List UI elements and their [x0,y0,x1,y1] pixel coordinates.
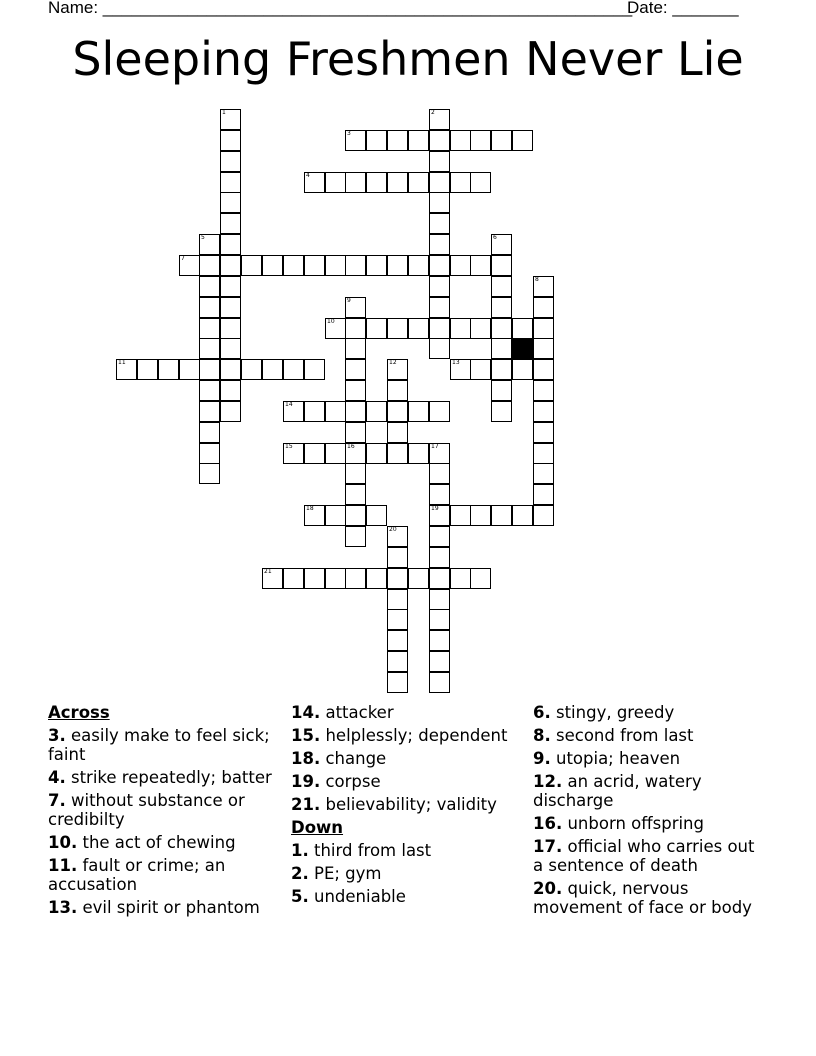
clue-item-text: the act of chewing [77,833,236,852]
grid-cell[interactable] [304,401,325,422]
grid-cell[interactable] [387,359,408,380]
grid-cell[interactable] [429,568,450,589]
clue-item [291,841,516,860]
clue-number: 9 [347,297,351,304]
date-field-label: Date: _______ [627,0,739,17]
grid-cell[interactable] [408,130,429,151]
grid-cell[interactable] [199,380,220,401]
grid-cell[interactable] [345,422,366,443]
clue-number: 2 [431,109,435,116]
grid-cell[interactable] [387,672,408,693]
clue-item-number: 20. [533,879,563,898]
grid-cell[interactable] [262,359,283,380]
clue-number: 14 [285,401,293,408]
grid-cell[interactable] [387,443,408,464]
clue-item [48,833,273,852]
grid-cell[interactable] [491,318,512,339]
grid-cell[interactable] [325,318,346,339]
grid-cell[interactable] [199,359,220,380]
grid-cell[interactable] [387,401,408,422]
grid-cell[interactable] [533,505,554,526]
clue-item-number: 17. [533,837,563,856]
grid-cell[interactable] [220,172,241,193]
clue-item [533,772,758,810]
clue-item [533,814,758,833]
grid-cell[interactable] [491,276,512,297]
grid-cell[interactable] [470,359,491,380]
grid-cell[interactable] [220,297,241,318]
grid-cell[interactable] [325,401,346,422]
clue-item-text: evil spirit or phantom [77,898,260,917]
grid-cell[interactable] [220,276,241,297]
clue-item-number: 3. [48,726,66,745]
grid-cell[interactable] [387,630,408,651]
clue-item-text: an acrid, watery discharge [533,772,702,810]
grid-cell[interactable] [470,255,491,276]
grid-cell[interactable] [199,401,220,422]
down-heading: Down [291,818,344,837]
grid-cell[interactable] [429,297,450,318]
grid-cell[interactable] [387,651,408,672]
grid-cell[interactable] [450,255,471,276]
grid-cell[interactable] [199,443,220,464]
grid-cell[interactable] [345,505,366,526]
grid-cell[interactable] [429,463,450,484]
grid-cell[interactable] [220,401,241,422]
grid-cell[interactable] [408,255,429,276]
grid-cell[interactable] [429,318,450,339]
clue-item-number: 13. [48,898,78,917]
grid-cell[interactable] [387,422,408,443]
grid-cell[interactable] [533,338,554,359]
grid-cell[interactable] [262,255,283,276]
grid-cell[interactable] [470,172,491,193]
grid-cell[interactable] [408,568,429,589]
grid-cell[interactable] [429,505,450,526]
grid-cell[interactable] [325,255,346,276]
grid-cell[interactable] [283,443,304,464]
grid-cell[interactable] [429,443,450,464]
grid-cell[interactable] [387,255,408,276]
grid-cell[interactable] [450,568,471,589]
grid-cell[interactable] [366,505,387,526]
clue-item-number: 19. [291,772,321,791]
clue-number: 16 [347,443,355,450]
across-heading: Across [48,703,110,722]
grid-cell[interactable] [283,568,304,589]
grid-cell[interactable] [345,318,366,339]
clue-number: 17 [431,443,439,450]
grid-cell[interactable] [366,568,387,589]
clue-number: 15 [285,443,293,450]
grid-cell[interactable] [220,234,241,255]
clue-column-1 [48,703,273,921]
grid-cell[interactable] [470,505,491,526]
grid-cell[interactable] [429,234,450,255]
clue-item-text: quick, nervous movement of face or body [533,879,752,917]
clue-item-number: 14. [291,703,321,722]
grid-cell[interactable] [199,297,220,318]
clue-item-number: 1. [291,841,309,860]
grid-cell[interactable] [220,255,241,276]
grid-cell[interactable] [512,505,533,526]
clue-item-number: 12. [533,772,563,791]
grid-cell[interactable] [220,213,241,234]
grid-cell[interactable] [512,359,533,380]
clue-item-text: helplessly; dependent [320,726,508,745]
clue-item-text: believability; validity [320,795,497,814]
grid-cell[interactable] [366,443,387,464]
grid-cell[interactable] [429,630,450,651]
grid-cell[interactable] [304,443,325,464]
clue-item-number: 9. [533,749,551,768]
clue-item-text: unborn offspring [562,814,704,833]
grid-cell[interactable] [366,130,387,151]
grid-cell[interactable] [491,338,512,359]
clue-item-text: PE; gym [308,864,382,883]
clue-item-text: third from last [308,841,432,860]
grid-cell[interactable] [179,359,200,380]
grid-cell[interactable] [345,130,366,151]
grid-cell[interactable] [345,255,366,276]
grid-cell[interactable] [491,234,512,255]
grid-cell[interactable] [429,213,450,234]
clue-number: 11 [118,359,126,366]
clue-number: 5 [201,234,205,241]
clue-item [291,703,516,722]
clue-number: 20 [389,526,397,533]
black-cell [512,338,533,359]
grid-cell[interactable] [220,151,241,172]
clue-number: 18 [306,505,314,512]
clue-item-number: 15. [291,726,321,745]
clue-item [291,749,516,768]
clue-item-number: 18. [291,749,321,768]
clue-item-text: corpse [320,772,381,791]
grid-cell[interactable] [199,422,220,443]
grid-cell[interactable] [345,443,366,464]
grid-cell[interactable] [220,380,241,401]
grid-cell[interactable] [408,318,429,339]
grid-cell[interactable] [220,318,241,339]
grid-cell[interactable] [450,172,471,193]
grid-cell[interactable] [345,380,366,401]
grid-cell[interactable] [199,276,220,297]
clue-item [533,703,758,722]
clue-item-text: official who carries out a sentence of death [533,837,755,875]
clue-item-number: 6. [533,703,551,722]
grid-cell[interactable] [199,463,220,484]
grid-cell[interactable] [491,297,512,318]
grid-cell[interactable] [325,172,346,193]
clue-item-text: second from last [550,726,694,745]
grid-cell[interactable] [325,568,346,589]
grid-cell[interactable] [283,401,304,422]
grid-cell[interactable] [199,338,220,359]
clue-item [48,856,273,894]
grid-cell[interactable] [262,568,283,589]
grid-cell[interactable] [491,505,512,526]
grid-cell[interactable] [429,338,450,359]
grid-cell[interactable] [533,276,554,297]
clue-item [291,887,516,906]
grid-cell[interactable] [533,422,554,443]
grid-cell[interactable] [429,526,450,547]
clue-item-number: 7. [48,791,66,810]
grid-cell[interactable] [429,589,450,610]
grid-cell[interactable] [345,338,366,359]
clue-item-number: 11. [48,856,78,875]
grid-cell[interactable] [199,255,220,276]
grid-cell[interactable] [387,380,408,401]
grid-cell[interactable] [533,297,554,318]
clue-number: 8 [535,276,539,283]
clue-number: 3 [347,130,351,137]
grid-cell[interactable] [304,359,325,380]
grid-cell[interactable] [470,130,491,151]
grid-cell[interactable] [512,130,533,151]
clue-item-number: 5. [291,887,309,906]
clue-item [533,837,758,875]
clue-column-2 [291,703,516,910]
grid-cell[interactable] [429,401,450,422]
grid-cell[interactable] [429,192,450,213]
grid-cell[interactable] [283,255,304,276]
clue-item [291,772,516,791]
grid-cell[interactable] [325,443,346,464]
grid-cell[interactable] [387,547,408,568]
grid-cell[interactable] [533,380,554,401]
grid-cell[interactable] [429,151,450,172]
clue-number: 10 [327,318,335,325]
clue-item-number: 2. [291,864,309,883]
grid-cell[interactable] [387,568,408,589]
grid-cell[interactable] [345,484,366,505]
grid-cell[interactable] [429,672,450,693]
grid-cell[interactable] [220,109,241,130]
clue-number: 21 [264,568,272,575]
grid-cell[interactable] [116,359,137,380]
grid-cell[interactable] [491,255,512,276]
clue-item [533,726,758,745]
grid-cell[interactable] [387,609,408,630]
grid-cell[interactable] [470,568,491,589]
grid-cell[interactable] [429,130,450,151]
grid-cell[interactable] [408,172,429,193]
grid-cell[interactable] [137,359,158,380]
clue-item [291,864,516,883]
grid-cell[interactable] [199,318,220,339]
grid-cell[interactable] [220,359,241,380]
clue-number: 7 [181,255,185,262]
grid-cell[interactable] [408,443,429,464]
clue-item-number: 10. [48,833,78,852]
grid-cell[interactable] [429,609,450,630]
grid-cell[interactable] [450,130,471,151]
clue-item-text: strike repeatedly; batter [65,768,272,787]
clue-number: 13 [452,359,460,366]
clue-item-text: easily make to feel sick; faint [48,726,270,764]
clue-item [291,795,516,814]
grid-cell[interactable] [533,463,554,484]
grid-cell[interactable] [220,130,241,151]
grid-cell[interactable] [366,172,387,193]
grid-cell[interactable] [345,172,366,193]
grid-cell[interactable] [345,463,366,484]
grid-cell[interactable] [366,318,387,339]
grid-cell[interactable] [241,255,262,276]
grid-cell[interactable] [533,359,554,380]
grid-cell[interactable] [345,568,366,589]
grid-cell[interactable] [470,318,491,339]
clue-item [48,768,273,787]
grid-cell[interactable] [429,172,450,193]
grid-cell[interactable] [304,568,325,589]
grid-cell[interactable] [533,443,554,464]
grid-cell[interactable] [283,359,304,380]
clue-item-text: without substance or credibilty [48,791,245,829]
grid-cell[interactable] [325,505,346,526]
grid-cell[interactable] [387,318,408,339]
clue-item-number: 4. [48,768,66,787]
clue-item-text: change [320,749,387,768]
grid-cell[interactable] [512,318,533,339]
grid-cell[interactable] [220,338,241,359]
grid-cell[interactable] [304,255,325,276]
grid-cell[interactable] [491,359,512,380]
clue-item-number: 8. [533,726,551,745]
clue-item [533,879,758,917]
clue-item-text: stingy, greedy [550,703,675,722]
grid-cell[interactable] [429,109,450,130]
grid-cell[interactable] [491,401,512,422]
grid-cell[interactable] [450,359,471,380]
grid-cell[interactable] [304,505,325,526]
grid-cell[interactable] [387,589,408,610]
grid-cell[interactable] [179,255,200,276]
grid-cell[interactable] [533,401,554,422]
grid-cell[interactable] [304,172,325,193]
name-field-label: Name: ________________________________________________________ [48,0,633,17]
clue-number: 12 [389,359,397,366]
grid-cell[interactable] [241,359,262,380]
clue-item [533,749,758,768]
clue-number: 19 [431,505,439,512]
puzzle-title: Sleeping Freshmen Never Lie [72,32,744,86]
clue-item-text: fault or crime; an accusation [48,856,226,894]
grid-cell[interactable] [366,255,387,276]
clue-item [48,791,273,829]
grid-cell[interactable] [408,401,429,422]
grid-cell[interactable] [429,276,450,297]
clue-item [291,726,516,745]
clue-item-text: attacker [320,703,394,722]
grid-cell[interactable] [491,130,512,151]
clue-item-text: undeniable [308,887,406,906]
grid-cell[interactable] [533,318,554,339]
grid-cell[interactable] [429,255,450,276]
grid-cell[interactable] [450,505,471,526]
grid-cell[interactable] [345,401,366,422]
grid-cell[interactable] [345,526,366,547]
grid-cell[interactable] [387,526,408,547]
grid-cell[interactable] [387,130,408,151]
grid-cell[interactable] [345,297,366,318]
clue-item-text: utopia; heaven [550,749,681,768]
grid-cell[interactable] [158,359,179,380]
grid-cell[interactable] [429,547,450,568]
clue-number: 6 [493,234,497,241]
grid-cell[interactable] [450,318,471,339]
clue-item [48,898,273,917]
clue-item [48,726,273,764]
clue-item-number: 21. [291,795,321,814]
grid-cell[interactable] [429,651,450,672]
grid-cell[interactable] [491,380,512,401]
grid-cell[interactable] [366,401,387,422]
clue-item-number: 16. [533,814,563,833]
grid-cell[interactable] [429,484,450,505]
grid-cell[interactable] [220,192,241,213]
clue-column-3 [533,703,758,921]
grid-cell[interactable] [345,359,366,380]
grid-cell[interactable] [199,234,220,255]
grid-cell[interactable] [533,484,554,505]
clue-number: 1 [222,109,226,116]
grid-cell[interactable] [387,172,408,193]
clue-number: 4 [306,172,310,179]
